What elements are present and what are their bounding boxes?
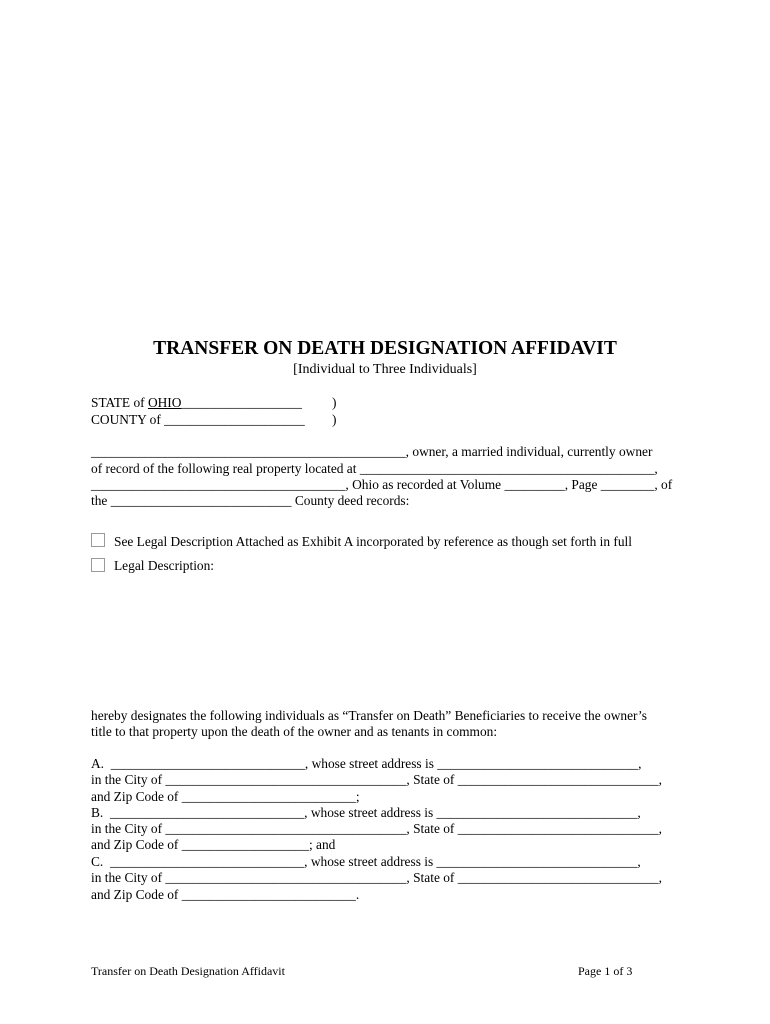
document-subtitle: [Individual to Three Individuals] [293, 362, 477, 377]
designation-line-2: title to that property upon the death of the owner and as tenants in common: [91, 724, 498, 739]
county-paren: ) [332, 412, 337, 427]
county-line: COUNTY of _____________________ [91, 412, 305, 427]
beneficiary-a-name-line: A. _____________________________, whose street address is ______________________________, [91, 756, 642, 771]
document-title: TRANSFER ON DEATH DESIGNATION AFFIDAVIT [153, 338, 617, 359]
footer-page-number: Page 1 of 3 [578, 964, 633, 978]
beneficiary-c-name-line: C. _____________________________, whose street address is ______________________________, [91, 854, 641, 869]
owner-line-1: _______________________________________________, owner, a married individual, currently owner [91, 444, 653, 459]
footer-document-name: Transfer on Death Designation Affidavit [91, 964, 285, 978]
owner-line-3: ______________________________________, Ohio as recorded at Volume _________, Page ________, of [91, 477, 673, 492]
state-blank: __________________ [181, 395, 302, 410]
state-paren: ) [332, 395, 337, 410]
beneficiary-c-city-line: in the City of ____________________________________, State of ______________________________, [91, 870, 662, 885]
beneficiary-a-city-line: in the City of ____________________________________, State of ______________________________, [91, 772, 662, 787]
beneficiary-a-zip-line: and Zip Code of __________________________; [91, 789, 360, 804]
state-line [91, 395, 302, 411]
legal-description-checkbox[interactable] [91, 558, 105, 572]
beneficiary-b-zip-line: and Zip Code of ___________________; and [91, 837, 336, 852]
beneficiary-b-name-line: B. _____________________________, whose street address is ______________________________, [91, 805, 641, 820]
exhibit-a-label: See Legal Description Attached as Exhibit A incorporated by reference as though set forth in full [114, 534, 632, 549]
owner-line-2: of record of the following real property located at ____________________________________________, [91, 461, 658, 476]
designation-line-1: hereby designates the following individuals as “Transfer on Death” Beneficiaries to receive the owner’s [91, 708, 647, 723]
exhibit-a-checkbox[interactable] [91, 533, 105, 547]
legal-description-label: Legal Description: [114, 558, 215, 573]
beneficiary-c-zip-line: and Zip Code of __________________________. [91, 887, 360, 902]
state-label: STATE of [91, 395, 148, 410]
beneficiary-b-city-line: in the City of ____________________________________, State of ______________________________, [91, 821, 662, 836]
owner-line-4: the ___________________________ County deed records: [91, 493, 410, 508]
state-value: OHIO [147, 395, 182, 410]
